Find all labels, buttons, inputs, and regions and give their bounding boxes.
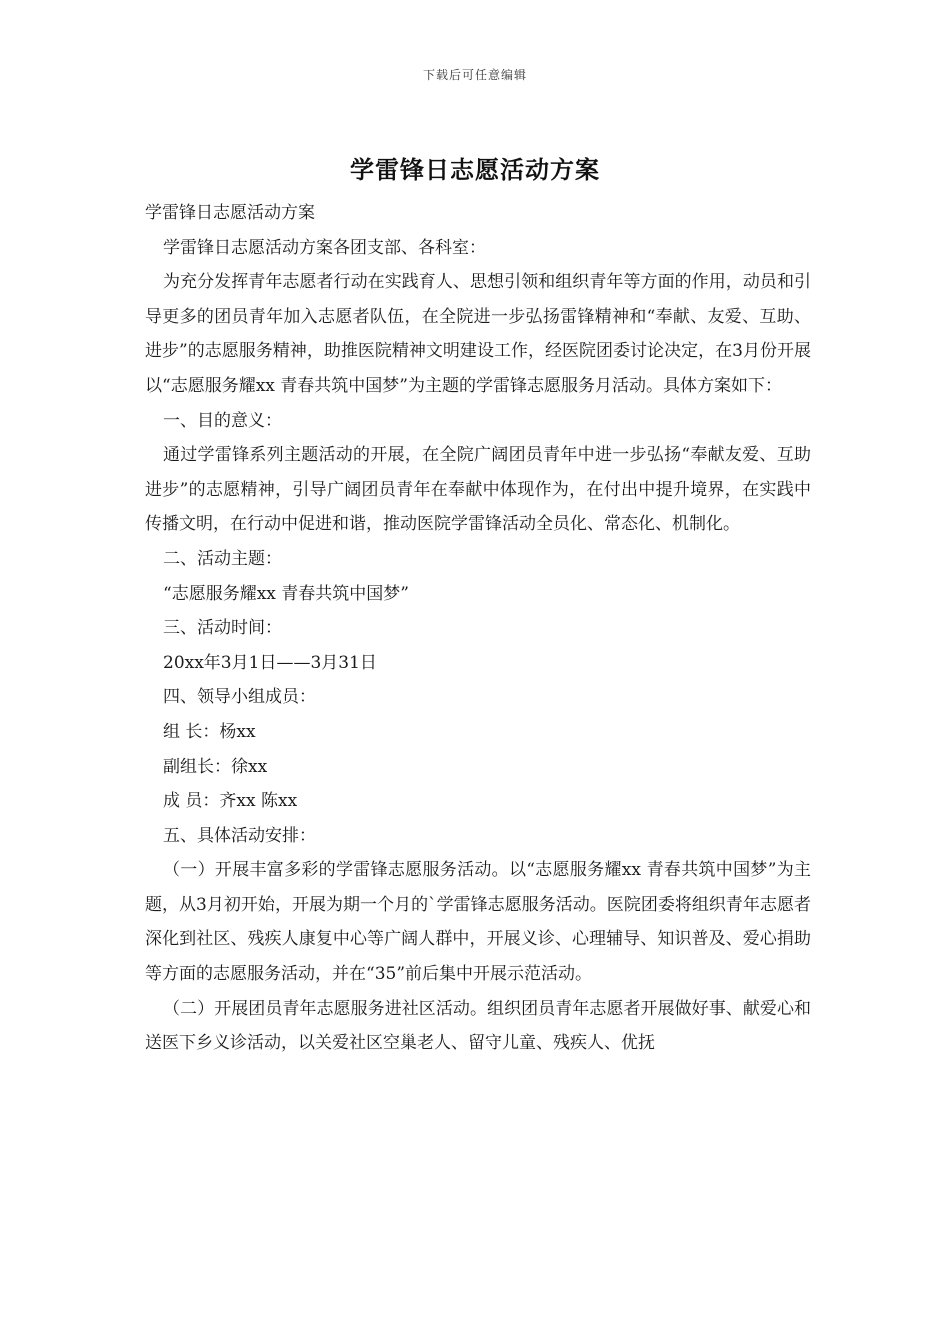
paragraph-time: 20xx年3月1日——3月31日 <box>163 652 377 673</box>
document-body <box>145 196 811 1061</box>
section-heading-theme: 二、活动主题： <box>163 548 282 569</box>
paragraph-members: 成 员：齐xx 陈xx <box>163 791 298 812</box>
header-note: 下载后可任意编辑 <box>422 68 527 82</box>
section-heading-purpose: 一、目的意义： <box>163 410 282 431</box>
paragraph-arrangement-2: （二）开展团员青年志愿服务进社区活动。组织团员青年志愿者开展做好事、献爱心和送医下乡义诊活动，以关爱社区空巢老人、留守儿童、残疾人、优抚 <box>145 998 811 1054</box>
paragraph-deputy-leader: 副组长：徐xx <box>163 756 268 777</box>
paragraph-salutation: 学雷锋日志愿活动方案各团支部、各科室： <box>163 237 486 258</box>
paragraph-intro: 为充分发挥青年志愿者行动在实践育人、思想引领和组织青年等方面的作用，动员和引导更多的团员青年加入志愿者队伍，在全院进一步弘扬雷锋精神和“奉献、友爱、互助、进步”的志愿服务精神，助推医院精神文明建设工作，经医院团委讨论决定，在3月份开展以“志愿服务耀xx 青春共筑中国梦”为主题的学雷锋志愿服务月活动。具体方案如下： <box>145 272 811 396</box>
section-heading-arrangements: 五、具体活动安排： <box>163 825 316 846</box>
document-title: 学雷锋日志愿活动方案 <box>350 155 600 184</box>
paragraph-arrangement-1: （一）开展丰富多彩的学雷锋志愿服务活动。以“志愿服务耀xx 青春共筑中国梦”为主题，从3月初开始，开展为期一个月的`学雷锋志愿服务活动。医院团委将组织青年志愿者深化到社区、残疾人康复中心等广阔人群中，开展义诊、心理辅导、知识普及、爱心捐助等方面的志愿服务活动，并在“35”前后集中开展示范活动。 <box>145 860 811 985</box>
paragraph-leader: 组 长：杨xx <box>163 721 256 742</box>
section-heading-time: 三、活动时间： <box>163 618 282 639</box>
section-heading-leaders: 四、领导小组成员： <box>163 687 316 708</box>
paragraph-subtitle: 学雷锋日志愿活动方案 <box>145 203 315 223</box>
paragraph-purpose: 通过学雷锋系列主题活动的开展，在全院广阔团员青年中进一步弘扬“奉献友爱、互助进步”的志愿精神，引导广阔团员青年在奉献中体现作为，在付出中提升境界，在实践中传播文明，在行动中促进和谐，推动医院学雷锋活动全员化、常态化、机制化。 <box>145 445 811 535</box>
paragraph-theme: “志愿服务耀xx 青春共筑中国梦” <box>163 583 409 604</box>
